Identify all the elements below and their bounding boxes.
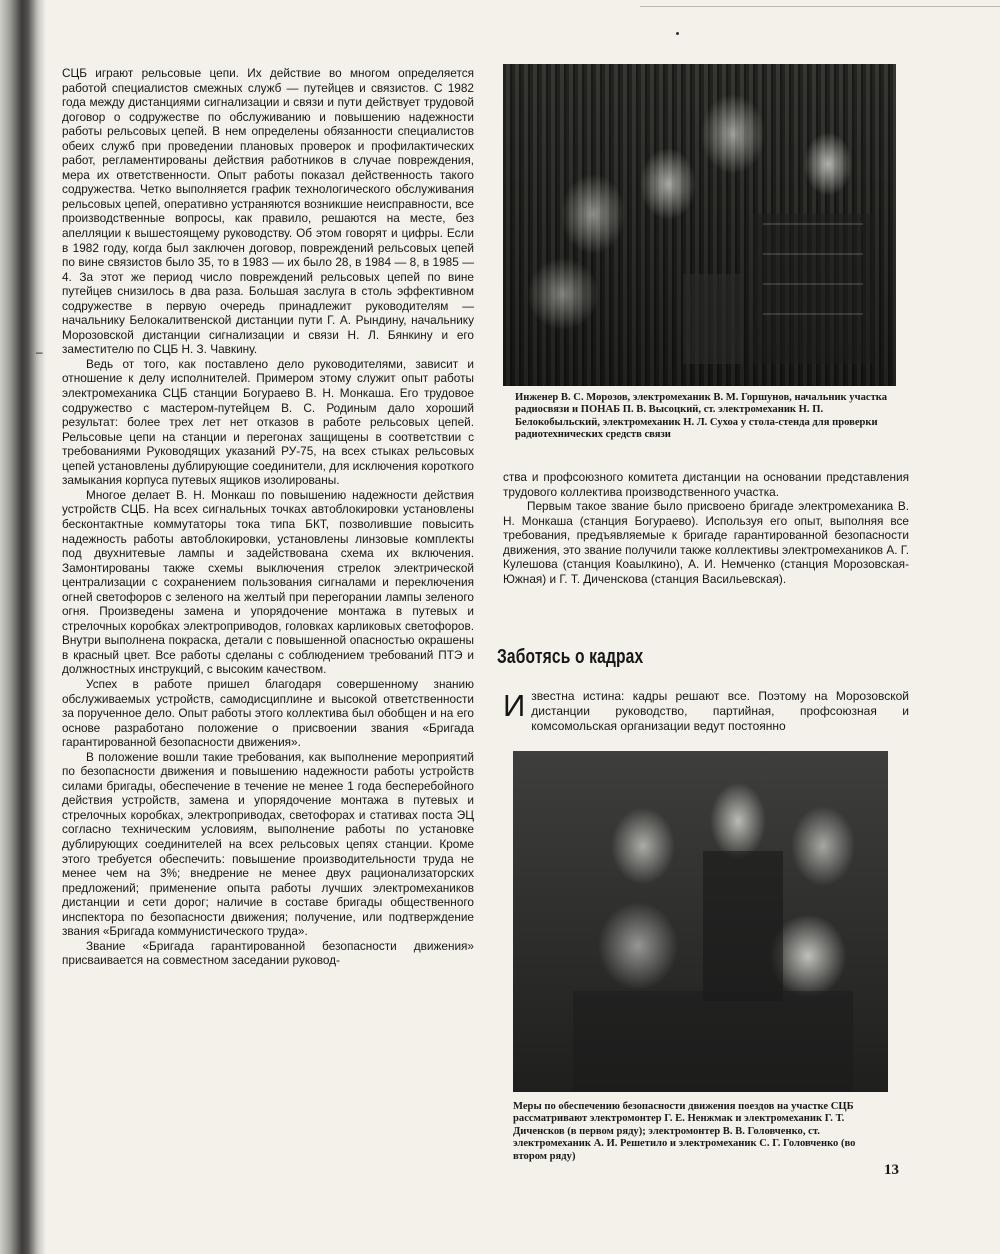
section-intro: Известна истина: кадры решают все. Поэтому на Морозовской дистанции руководство, партийная, профсоюзная и комсомольская организации ведут постоянно [503, 688, 909, 733]
paragraph: В положение вошли такие требования, как выполнение мероприятий по безопасности движения и повышению надежности работы устройств силами бригады, обеспечение в течение не менее 1 года бесперебойного действия устройств, замена и упорядочение монтажа в путевых и стрелочных коробках, электроприводах, светофорах и стативах поста ЭЦ согласно техническим условиям, выполнение работы по установке дублирующих соединителей на всех рельсовых цепях станции. Кроме этого требуется обеспечить: повышение производительности труда не менее чем на 3%; внедрение не менее двух рационализаторских предложений; применение опыта работы лучших электромехаников дистанции и сети дорог; наличие в составе бригады общественного инспектора по безопасности движения; получение, или подтверждение звания «Бригада коммунистического труда». [62, 749, 474, 939]
photo-group [513, 751, 888, 1092]
paragraph: Ведь от того, как поставлено дело руководителями, зависит и отношение к делу исполнителей. Примером этому служит опыт работы электромеханика СЦБ станции Богураево В. Н. Монкаша. Его трудовое содружество с мастером-путейцем В. С. Родиным дало хороший результат: более трех лет нет отказов в работе рельсовых цепей. Рельсовые цепи на станции и перегонах защищены в соответствии с требованиями Руководящих указаний РУ-75, на всех стыках рельсовых цепей установлены дублирующие соединители, для исключения короткого замыкания корпуса путевых ящиков изолированы. [62, 356, 474, 488]
photo-caption-bottom: Меры по обеспечению безопасности движения поездов на участке СЦБ рассматривают электромонтер Г. Е. Ненжмак и электромеханик Г. Т. Диченсков (в первом ряду); электромонтер В. В. Головченко, ст. электромеханик А. И. Решетило и электромеханик С. Г. Головченко (во втором ряду) [513, 1101, 856, 1162]
paragraph: Первым такое звание было присвоено бригаде электромеханика В. Н. Монкаша (станция Богураево). Используя его опыт, выполняя все требования, предъявляемые к бригаде гарантированной безопасности движения, это звание получили также коллективы электромехаников А. Г. Кулешова (станция Коаылкино), А. И. Немченко (станция Морозовская-Южная) и Г. Т. Диченскова (станция Васильевская). [503, 499, 909, 586]
paragraph: ства и профсоюзного комитета дистанции на основании представления трудового коллектива производственного участка. [503, 470, 909, 499]
page-number: 13 [884, 1162, 899, 1178]
photo-workbench [503, 64, 896, 386]
section-heading: Заботясь о кадрах [497, 646, 644, 668]
paragraph: Многое делает В. Н. Монкаш по повышению надежности действия устройств СЦБ. На всех сигнальных точках автоблокировки установлены бесконтактные коммутаторы тока типа БКТ, позволившие повысить надежность работы автоблокировки, установлены линзовые комплекты под двухнитевые лампы и задействована схема их включения. Замонтированы также схемы выключения стрелок электрической централизации с сохранением пользования сигналами и переключения огней светофоров с зеленого на желтый при перегорании лампы зеленого огня. Произведены замена и упорядочение монтажа в путевых и стрелочных коробках электроприводов, головках карликовых светофоров. Внутри выполнена покраска, детали с повышенной опасностью окрашены в красный цвет. Все работы сделаны с соблюдением требований ПТЭ и должностных инструкций, с высоким качеством. [62, 487, 474, 677]
margin-mark: – [36, 345, 43, 359]
photo-texture [503, 64, 896, 386]
top-rule [640, 6, 1000, 7]
binding-shadow [0, 0, 46, 1254]
left-column [62, 66, 474, 968]
right-column-upper [503, 470, 909, 586]
paragraph: СЦБ играют рельсовые цепи. Их действие во многом определяется работой специалистов смежных служб — путейцев и связистов. С 1982 года между дистанциями сигнализации и связи и пути действует трудовой договор о содружестве по обслуживанию и повышению надежности работы рельсовых цепей. В нем определены обязанности специалистов обеих служб при проведении плановых проверок и профилактических работ, регламентированы действия работников в случае повреждения, мера их ответственности. Опыт работы показал действенность такого содружества. Четко выполняется график технологического обслуживания рельсовых цепей, оперативно устраняются возникшие неисправности, все производственные вопросы, как правило, решаются на месте, без апелляции к вышестоящему руководству. Об этом говорят и цифры. Если в 1982 году, когда был заключен договор, повреждений рельсовых цепей по вине связистов было 35, то в 1983 — их было 28, в 1984 — 8, в 1985 — 4. За этот же период число повреждений рельсовых цепей по вине путейцев снизилось в два раза. Большая заслуга в столь эффективном содружестве в первую очередь принадлежит руководителям — начальнику Белокалитвенской дистанции пути Г. А. Рындину, начальнику Морозовской дистанции сигнализации и связи Н. Л. Бянкину и его заместителю по СЦБ Н. З. Чавкину. [62, 66, 474, 357]
paragraph: Успех в работе пришел благодаря совершенному знанию обслуживаемых устройств, самодисциплине и высокой ответственности за порученное дело. Опыт работы этого коллектива был обобщен и на его основе разработано положение о присвоении звания «Бригада гарантированной безопасности движения». [62, 676, 474, 750]
drop-cap: И [503, 688, 526, 723]
photo-caption-top: Инженер В. С. Морозов, электромеханик В. М. Горшунов, начальник участка радиосвязи и ПОНАБ П. В. Высоцкий, ст. электромеханик Н. П. Белокобыльский, электромеханик Н. Л. Сухоа у стола-стенда для проверки радиотехнических средств связи [515, 392, 888, 441]
right-column-lower [503, 689, 909, 734]
paragraph: Звание «Бригада гарантированной безопасности движения» присваивается на совместном заседании руковод- [62, 938, 474, 968]
print-speck [676, 32, 679, 35]
photo-texture [513, 751, 888, 1092]
